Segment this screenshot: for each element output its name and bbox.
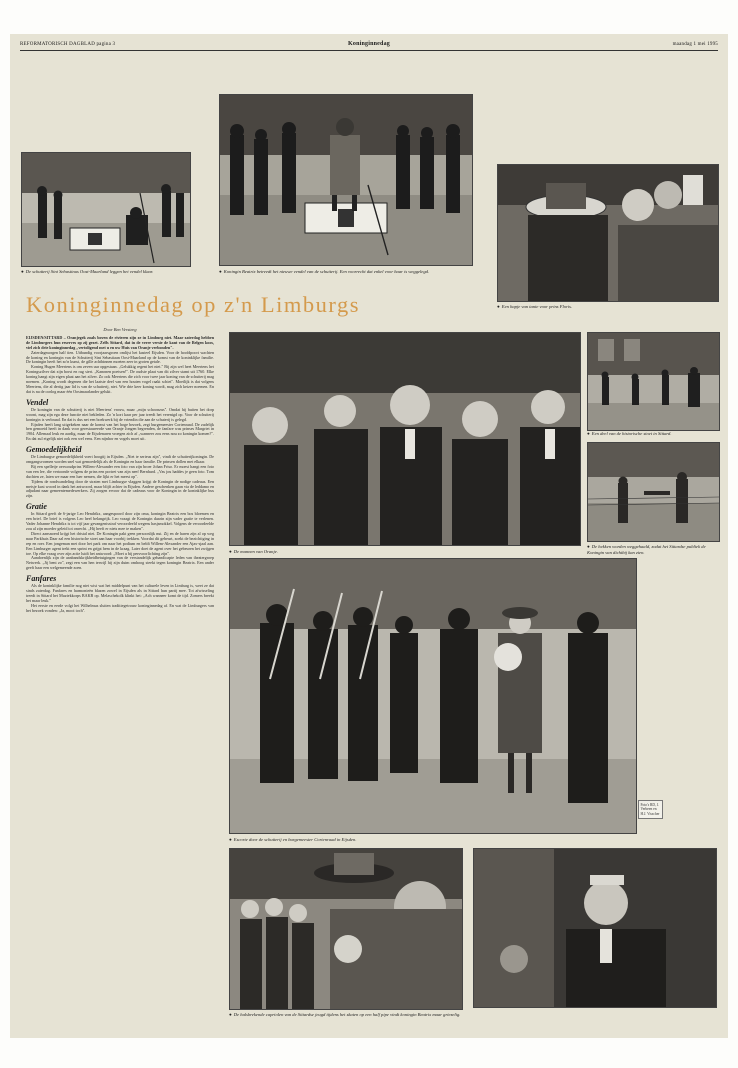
byline: Door Ben Versteeg [103,328,137,332]
paragraph: De Limburgse gemoedelijkheid voert hoogtij in Eijsden. „Niet te serieus zijn", vindt de schutterijkoningin. De omgangsvormen worden snel wat gemoedelijk als de Koningin en haar familie. De prinsen dollen met elkaar. [26,454,214,465]
paragraph: Aandoenlijk zijn de aanbandskrijkheidbetuigingen van de verstandelijk gehandicapte leden van theatergroep Netwerk. „Jij bent zo", zegt een van hen terwijl hij zijn duim omhoog steekt tegen koningin Beatrix. Een ander geeft haar een welgemeende zoen. [26,555,214,571]
caption-text: Een hapje van tante voor prins Floris. [501,304,573,309]
caption-text: De schutterij Sint Sebastinus Oost-Maarland leggen het vendel klaar. [25,269,154,274]
photo-hekken [587,442,720,542]
photo-credit: Foto's RD, J. Verbeen en H.J. Visscher [638,800,663,819]
paragraph: Zaterdagmorgen half tien. Uitbundig voorjaarsgroen omlijst het kasteel Eijsden. Voor de hoofdpoort wachten de koning en koningin van de Schutterij Sint Sebastiaan Oost-Maarland op de komst van de koninklijke familie. De koningin heeft het zo'n kunst, de gille achtbinnen moeten zeer in groten getale. [26,349,214,365]
photo-historische-stoet [587,332,720,431]
caption-bullet: ● [21,269,24,274]
photo-mannen-van-oranje [229,332,581,546]
article-headline: Koninginnedag op z'n Limburgs [26,292,360,317]
caption-bullet: ● [219,269,222,274]
header-center: Koninginnedag [348,41,390,47]
header-right: maandag 1 mei 1995 [672,42,718,47]
caption-5 [587,431,718,437]
photo-queen-vendel [219,94,473,266]
paragraph: Het eerste en eerde volgt het Wilhelmus sluiten traditiegetrouw koninginnedag af. En wat de Limburgers van het bezoek vonden: „Ja, mooi toch". [26,602,214,613]
paragraph: De koningin van de schutterij is niet Meertens' vrouw, maar „mijn schoonzus". Omdat hij buiten het dorp woont, mag zijn ega deze functie niet bekleden. Zo 'n kort kaar per jaar treedt het verenigd op. Voor de schutterij koningin is verbraad. En dat is dus net een boekwerk bij de vriendin die aan de schuterij is gelegd. [26,406,214,422]
caption-1 [21,269,189,275]
caption-bullet: ● [229,1012,232,1017]
photo-escorte-schutterij [229,558,637,834]
caption-2 [219,269,471,275]
newspaper-page [10,34,728,1038]
caption-text: Escorte door de schutterij en burgemeester Cortenraad in Eijsden. [233,837,357,842]
paragraph: Als de koninklijke familie nog niet wist wat het middelpunt van het culturele leven in Limburg is, weet ze dat sinds zaterdag. Fanfares en harmonieën blazen zowel in Eijsden als in Sittard hun partij mee. Tot afwisseling treedt in Sittard het Muziekkorps BAKB op. Melaschekolk klinkt het: „Ach wanneer komt de tijd. Zomers breekt het maar leuk." [26,583,214,603]
paragraph: In Sittard geeft de 6-jarige Leo Hendrikx, aangespoord door zijn oma, koningin Beatrix een bos bloemen en een brief. De brief is volgens Leo heel belangrijk. Leo vraagt de Koningin daarin zijn vader gratie te verlenen. Vader Johanne Hendrikx is tot vijf jaar gevangenisstraf veroordeeld wegens hasjsmokkel. Volgens de veroordeelde zou al zijn moeder geleid tot onrecht. „Hij heeft er niets mee te maken". [26,511,214,531]
paragraph: Bij een spelletje oerwoudprins Willem-Alexander een foto van zijn broer Johan Friso. Er moest hangt een foto van een lee, die vertoonde volgens de prins een portret van zijn neef Bernhard. „Vas jou haddes je geen foto. Tom duchten ze, laten we maar een luer nemen, die lijkt er het meest op". [26,463,214,479]
caption-text: De mannen van Oranje. [233,549,278,554]
article-column [26,328,214,1032]
caption-text: De hekken worden weggehaald, zodat het Sittardse publiek de Koningin van dichtbij kan zien. [587,544,706,555]
header-left: REFORMATORISCH DAGBLAD pagina 3 [20,42,116,47]
article-intro: EIJSDEN/SITTARD – Oranjegek zoals boven de rivieren zijn ze in Limburg niet. Maar zaterdag hebben de Limburgers hun reserves op zij gezet. Zelfs Sittard, dat in de verre versie de kant van de Belgen koos, viel zich drie koninginnedag „vertoligend met u en uw Huis van Oranje verbonden". [26,334,214,350]
photo-vendel-laying [21,152,191,267]
caption-bullet: ● [587,431,590,436]
photo-prince-floris [497,164,719,302]
photo-prince-claus [473,848,717,1008]
photo-half-pipe [229,848,463,1010]
caption-6 [587,544,718,555]
paragraph: Direct aansnoerd krijgt het dristal niet. De Koningin pakt geen persoonlijk nut. Zij en de haren zijn al op weg naar Parkhuis Daar zal een historische stoet aan haar voorbij trekken. Voordat dit gebeurt, zoekt de bezichtiging in rep en roer. Een jongeman met door het park om naar het podium en beldt Willem-Alexander een Ajax-sjaal aan. Een Limburger agent trekt een sprint en grijpt hem in de kraag. Later doet de agent over het gebeuren het zwijgen toe. Op elke vraag over zijn actie luidt het antwoord: „Moet u bij persvoorlichting zijn". [26,530,214,556]
caption-bullet: ● [229,837,232,842]
caption-text: De halsbrekende capriolen van de Sittardse jeugd tijdens het skaten op een half pipe vindt koningin Beatrix maar griezelig. [233,1012,461,1017]
caption-4 [229,549,579,555]
caption-7 [229,837,635,843]
caption-bullet: ● [497,304,500,309]
subheading-gemoedelijkheid: Gemoedelijkheid [26,445,82,455]
caption-bullet: ● [587,544,590,549]
caption-text: Koningin Beatrix betreedt het nieuwe vendel van de schutterij. Een voorrecht dat enkel voor haar is weggelegd. [223,269,430,274]
paragraph: Tijdens de rondwandeling door de straten met Limburgse vlaggen krijgt de Koningin de nodige cadeaus. Een meisje kust woord in dank het antwoord, maar blijft achter in Eijsden. Andere geschenken gaan via de leddamo en adjudant naar gemeentemedewerkers. Zij zorgen ervoor dat de cadeaus voor de Koningin in de koninklijke bus zijn. [26,478,214,499]
subheading-fanfares: Fanfares [26,574,57,584]
paragraph: Koning Hugen Meertens is om zeven uur opgestaan. „Gelukkig regent het niet." Bij zijn wel heet Meertens het Koningszilver dat zijn borst en rug siert. „Kanonen poetsen!". De oudste plaat van dit zilver stamt uit 1760. Elke koning hangt zijn eigen plaat aan het zilver. Zo ook Meertens die zich voor twee jaar koning van de schutterij mag noemen. „Koning wordt degenen die het laatste deel van een houten vogel raakt schiet". Moeilijk is dat volgens Meertens, die al dertig jaar lid is van de schutterij, niet. Wie drie keer koning wordt, mag zich keizer noemen. En dat is na de oorlog maar één Oostmaarlander gelukt. [26,364,214,394]
subheading-gratie: Gratie [26,502,47,512]
caption-3 [497,304,717,310]
caption-8 [229,1012,461,1018]
subheading-vendel: Vendel [26,397,49,407]
header-rule [20,50,718,51]
paragraph: Eijsden heeft lang uitgekeken naar de komst van het hoge bezoek, zegt burgemeester Cortenraad. De zadelijk ben gemoeid heeft in dank voor gerestaureerde van Oranje Jongen begrenden, de fanfare was prinses Margriet in 1904. Allemaal leuk en aardig, maar de Eijsdenaren vroegen zich af „wanneer zou eens nou zo koningin komen?". En dat zul eigelijk niet ook een wel eens. Een nijnhor en vogels moet uit. [26,421,214,442]
caption-text: Een deel van de historische stoet in Sittard. [591,431,672,436]
caption-bullet: ● [229,549,232,554]
